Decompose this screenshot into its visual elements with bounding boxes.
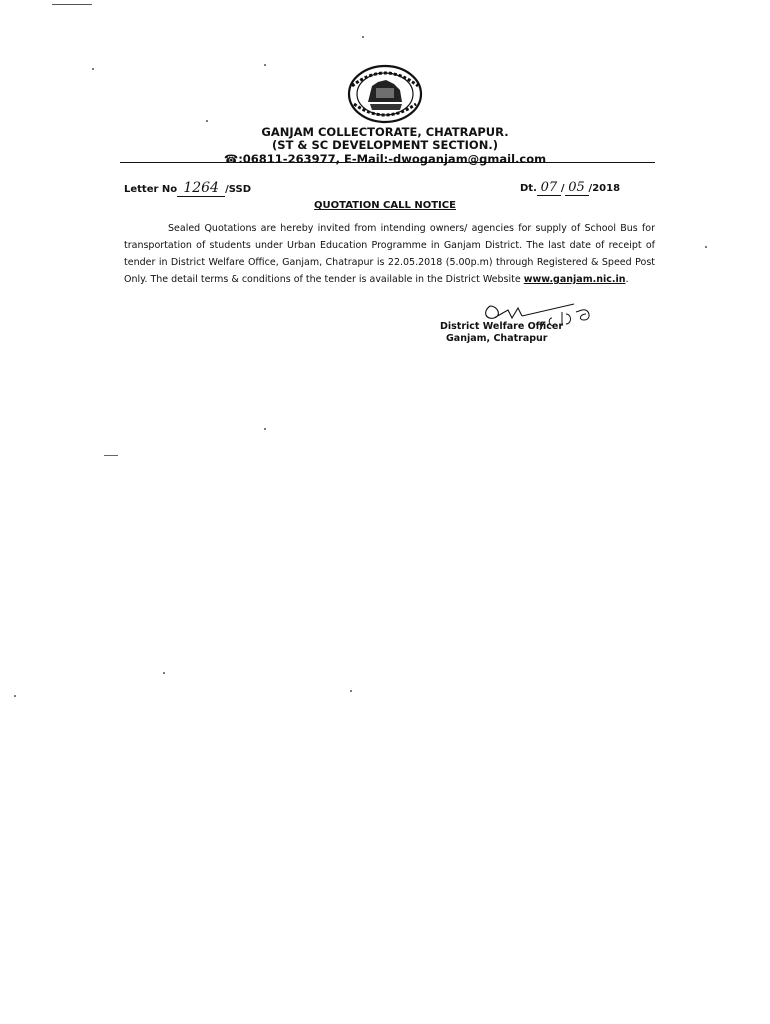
letter-number (124, 180, 251, 197)
scan-speck (705, 246, 707, 248)
date-year: /2018 (588, 183, 621, 194)
district-website-link[interactable]: www.ganjam.nic.in (523, 274, 626, 285)
notice-body-end: . (625, 274, 629, 285)
notice-body-text: Sealed Quotations are hereby invited from intending owners/ agencies for supply of School Bus for transportation of students under Urban Education Programme in Ganjam District. The last date of receipt of tender in District Welfare Office, Ganjam, Chatrapur is 22.05.2018 (5.00p.m) through Registered & Speed Post Only. The detail terms & conditions of the tender is available in the District Website (124, 223, 655, 285)
top-edge-line (52, 4, 92, 5)
notice-title: QUOTATION CALL NOTICE (314, 200, 456, 211)
scan-speck (264, 64, 266, 66)
scan-speck (163, 672, 165, 674)
letterhead (120, 126, 650, 166)
signatory-block (440, 321, 563, 345)
letter-date (520, 180, 620, 196)
scan-speck (362, 36, 364, 38)
notice-body (124, 220, 655, 288)
date-month: 05 (565, 180, 589, 196)
letter-number-suffix: /SSD (225, 184, 252, 195)
scan-speck (92, 68, 94, 70)
phone-icon: ☎ (223, 152, 239, 166)
signatory-place: Ganjam, Chatrapur (446, 333, 548, 344)
scan-speck (14, 695, 16, 697)
date-day: 07 (537, 180, 561, 196)
scan-speck (206, 120, 208, 122)
section-name: (ST & SC DEVELOPMENT SECTION.) (272, 138, 498, 152)
scan-speck (264, 428, 266, 430)
office-name: GANJAM COLLECTORATE, CHATRAPUR. (261, 125, 509, 139)
state-emblem-icon (346, 64, 424, 124)
header-divider (120, 162, 655, 163)
contact-line (120, 152, 650, 166)
letter-number-label: Letter No (124, 184, 178, 195)
scan-speck (350, 690, 352, 692)
signatory-title: District Welfare Officer (440, 321, 564, 332)
scan-speck (104, 455, 118, 456)
date-separator: / (560, 183, 565, 194)
letter-number-value: 1264 (177, 180, 225, 197)
date-label: Dt. (520, 183, 537, 194)
contact-details: :06811-263977, E-Mail:-dwoganjam@gmail.com (238, 152, 547, 166)
